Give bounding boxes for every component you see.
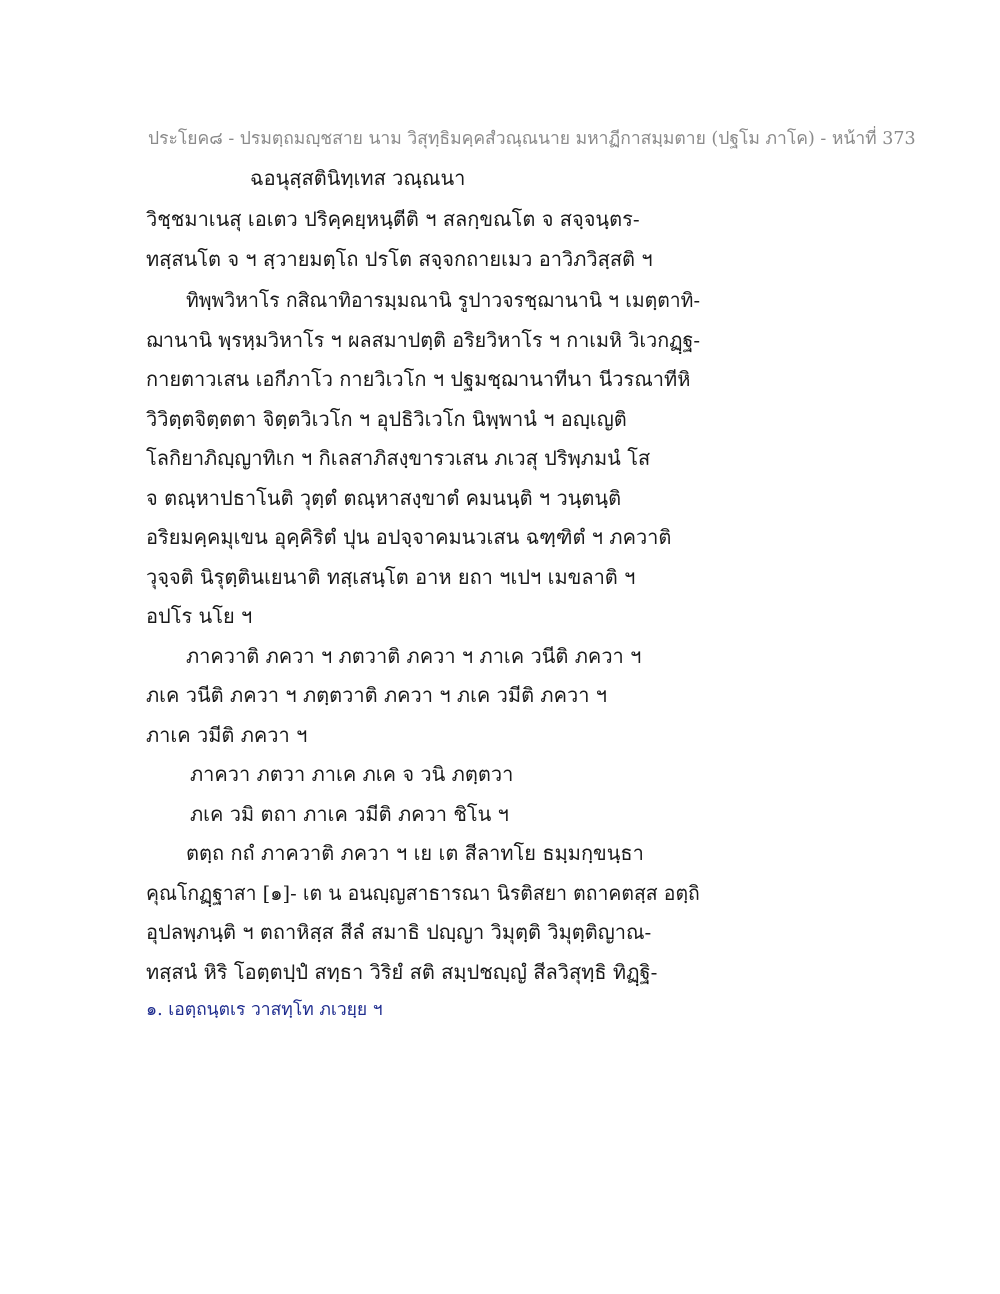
body-line: โลกิยาภิญฺญาทิเก ฯ กิเลสาภิสงฺขารวเสน ภเวสุ ปริพฺภมนํ โส — [146, 446, 651, 470]
body-line: คุณโกฏฺฐาสา [๑]- เต น อนญฺญสาธารณา นิรติสยา ตถาคตสฺส อตฺถิ — [146, 881, 700, 905]
verse-line: ภาควา ภตวา ภาเค ภเค จ วนิ ภตฺตวา — [190, 762, 514, 786]
body-line: กายตาวเสน เอกีภาโว กายวิเวโก ฯ ปฐมชฺฌานาทีนา นีวรณาทีหิ — [146, 367, 691, 391]
body-line: วิชฺชมาเนสุ เอเตว ปริคฺคยฺหนฺตีติ ฯ สลกฺขณโต จ สจฺจนฺตร- — [146, 207, 640, 231]
body-line: อุปลพฺภนฺติ ฯ ตถาหิสฺส สีลํ สมาธิ ปญฺญา วิมุตฺติ วิมุตฺติญาณ- — [146, 920, 652, 944]
body-line: ทิพฺพวิหาโร กสิณาทิอารมฺมณานิ รูปาวจรชฺฌานานิ ฯ เมตฺตาทิ- — [186, 288, 700, 312]
body-line: ภเค วนีติ ภควา ฯ ภตฺตวาติ ภควา ฯ ภเค วมีติ ภควา ฯ — [146, 683, 608, 707]
section-title: ฉอนุสฺสตินิทฺเทส วณฺณนา — [250, 166, 466, 190]
footnote: ๑. เอตฺถนฺตเร วาสทฺโท ภเวยฺย ฯ — [146, 1000, 383, 1020]
body-line: วิวิตฺตจิตฺตตา จิตฺตวิเวโก ฯ อุปธิวิเวโก นิพฺพานํ ฯ อญฺเญติ — [146, 407, 627, 431]
body-line: ภาควาติ ภควา ฯ ภตวาติ ภควา ฯ ภาเค วนีติ ภควา ฯ — [186, 644, 642, 668]
body-line: ตตฺถ กถํ ภาควาติ ภควา ฯ เย เต สีลาทโย ธมฺมกฺขนฺธา — [186, 841, 644, 865]
body-line: ฌานานิ พฺรหฺมวิหาโร ฯ ผลสมาปตฺติ อริยวิหาโร ฯ กาเมหิ วิเวกฏฺฐ- — [146, 328, 701, 352]
body-line: วุจฺจติ นิรุตฺตินเยนาติ ทสฺเสนฺโต อาห ยถา ฯเปฯ เมขลาติ ฯ — [146, 565, 636, 589]
body-line: อริยมคฺคมุเขน อุคฺคิริตํ ปุน อปจฺจาคมนวเสน ฉฑฺฑิตํ ฯ ภควาติ — [146, 525, 672, 549]
body-line: จ ตณฺหาปธาโนติ วุตฺตํ ตณฺหาสงฺขาตํ คมนนฺติ ฯ วนฺตนฺติ — [146, 486, 622, 510]
body-line: อปโร นโย ฯ — [146, 604, 253, 628]
body-line: ทสฺสนํ หิริ โอตฺตปฺปํ สทฺธา วิริยํ สติ สมฺปชญฺญํ สีลวิสุทฺธิ ทิฏฺฐิ- — [146, 960, 658, 984]
body-line: ภาเค วมีติ ภควา ฯ — [146, 723, 308, 747]
body-line: ทสฺสนโต จ ฯ สฺวายมตฺโถ ปรโต สจฺจกถายเมว อาวิภวิสฺสติ ฯ — [146, 247, 653, 271]
verse-line: ภเค วมิ ตถา ภาเค วมีติ ภควา ชิโน ฯ — [190, 802, 509, 826]
page-header: ประโยค๘ - ปรมตฺถมญฺชสาย นาม วิสุทฺธิมคฺคสํวณฺณนาย มหาฏีกาสมฺมตาย (ปฐโม ภาโค) - หน้าที่ 373 — [148, 129, 916, 149]
